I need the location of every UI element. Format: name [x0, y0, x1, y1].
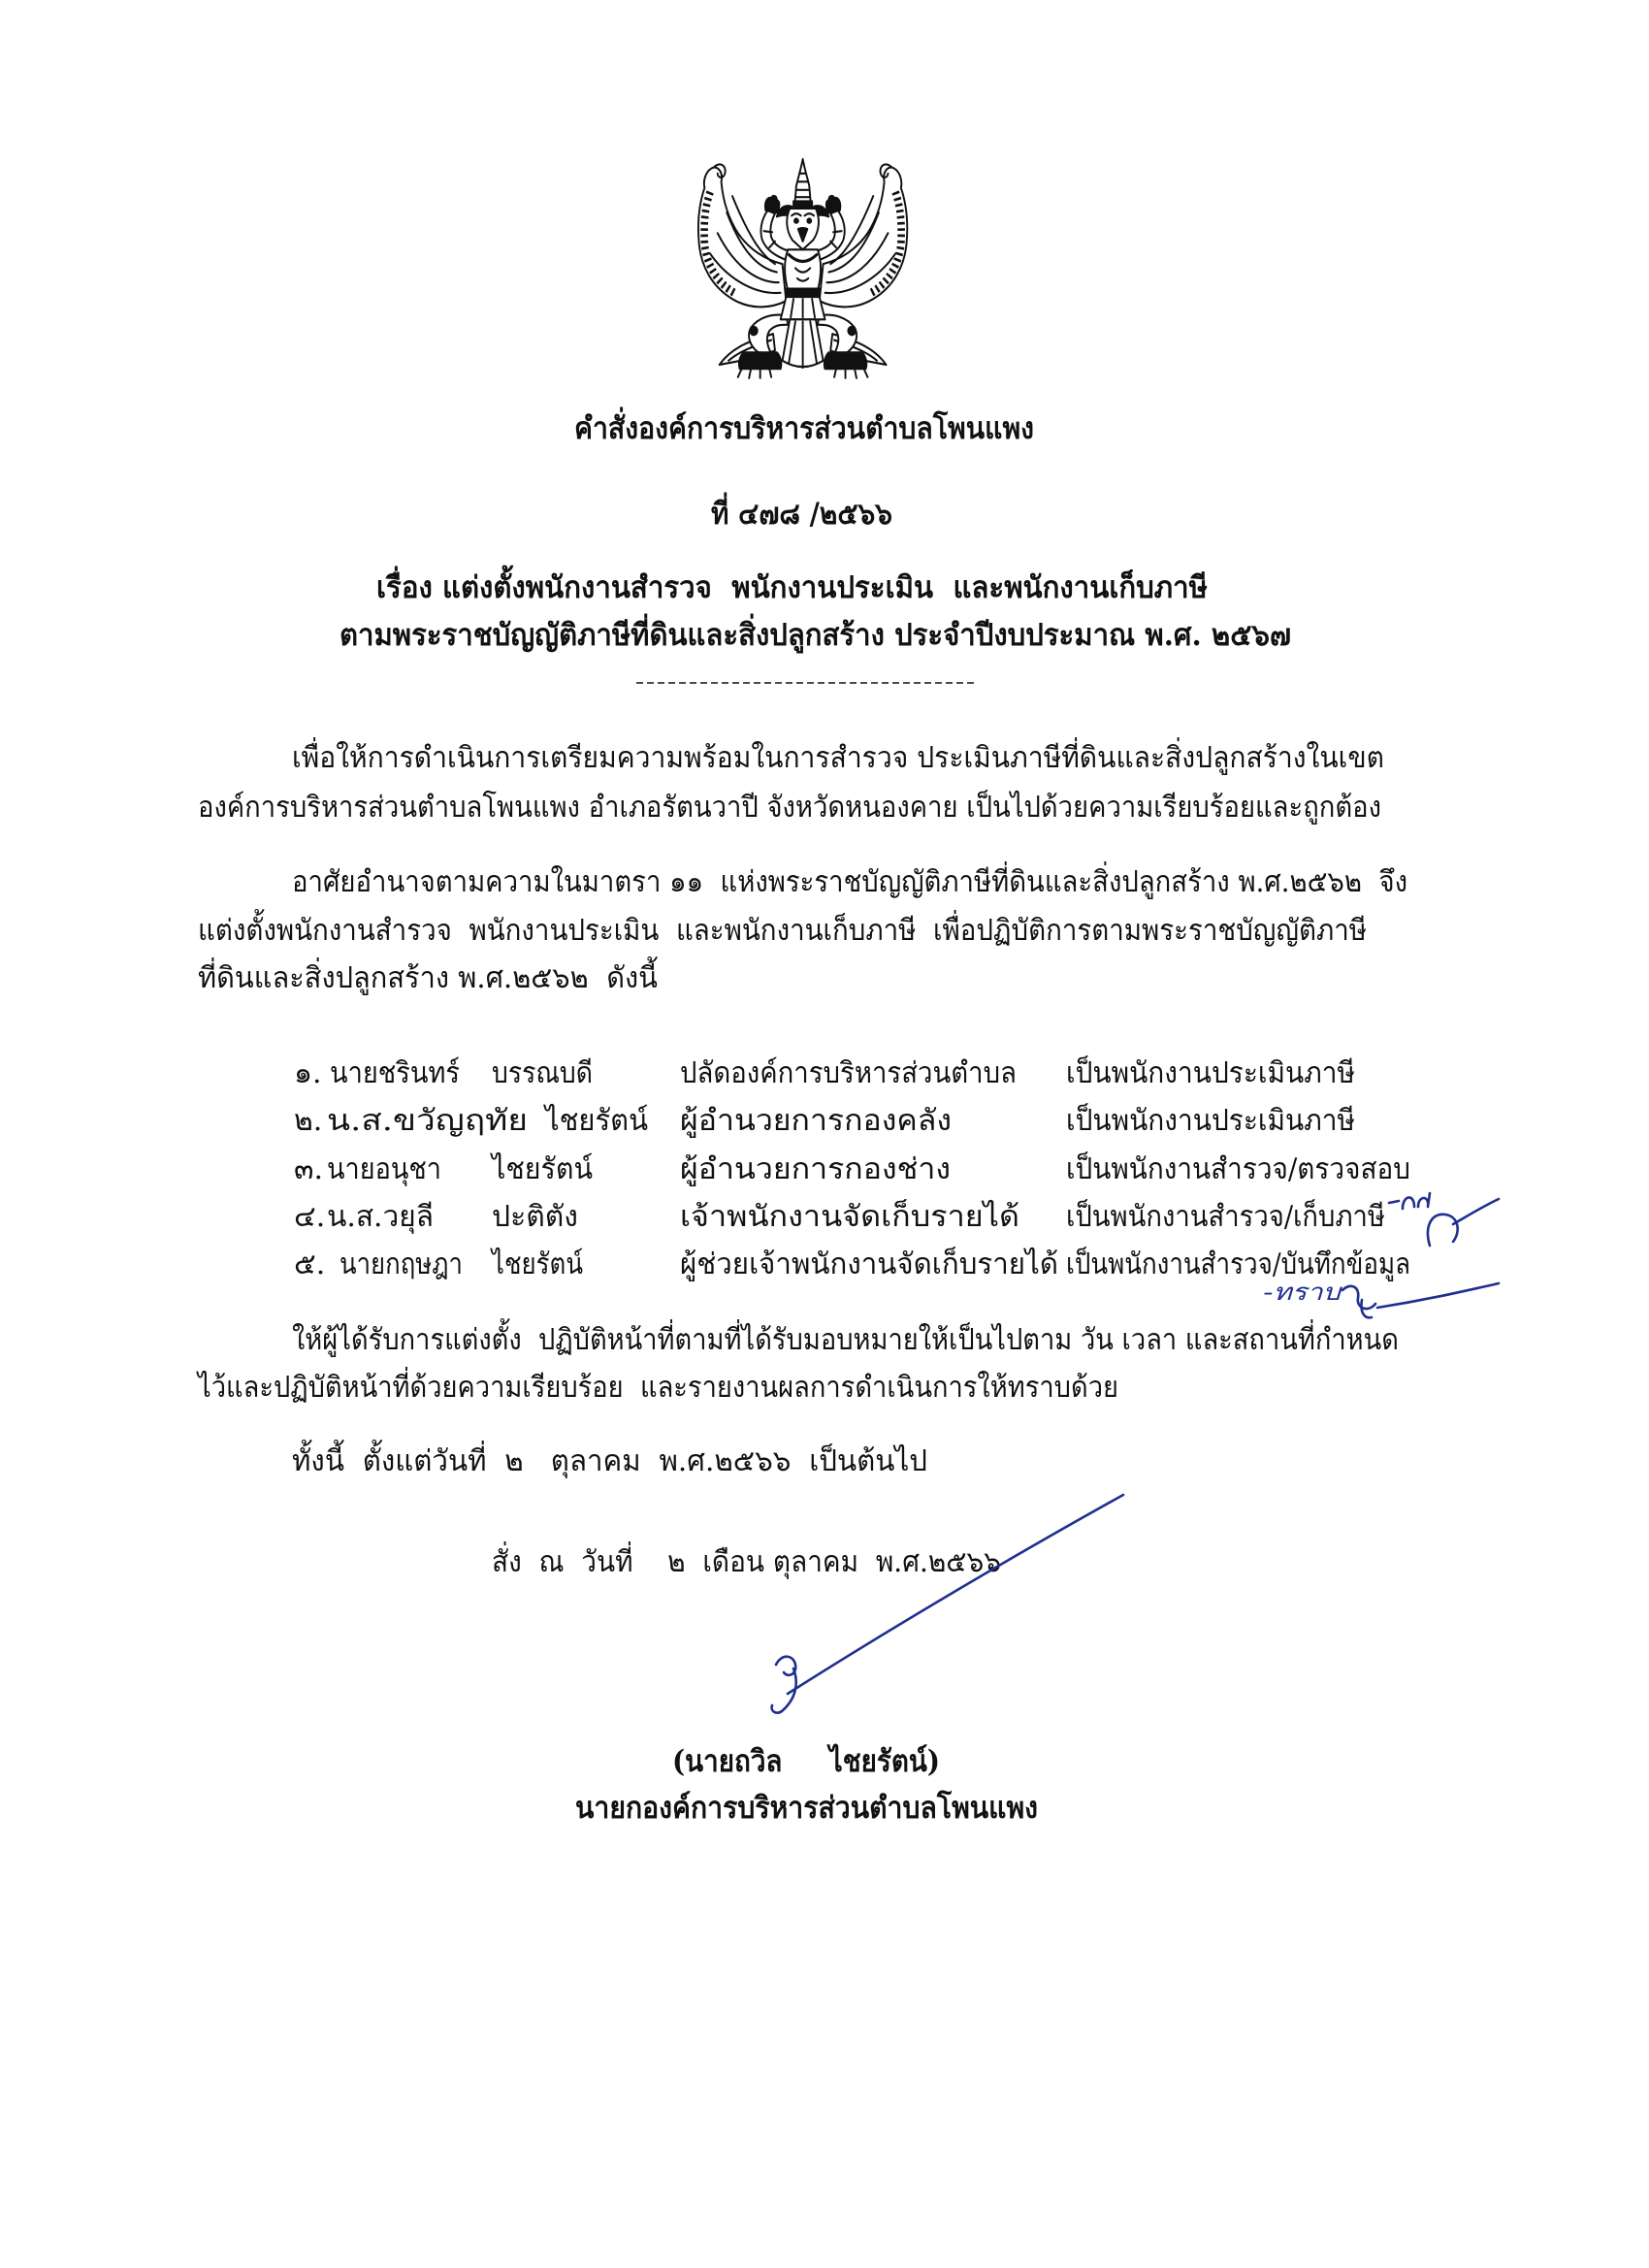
paragraph-line: ไว้และปฏิบัติหน้าที่ด้วยความเรียบร้อย และรายงานผลการดำเนินการให้ทราบด้วย — [198, 1371, 1211, 1405]
appointee-role: เป็นพนักงานสำรวจ/ตรวจสอบ — [1066, 1152, 1437, 1186]
appointee-number: ๕. — [294, 1247, 326, 1281]
signatory-position: นายกองค์การบริหารส่วนตำบลโพนแพง — [575, 1791, 1082, 1826]
appointee-number: ๔. — [294, 1200, 326, 1234]
garuda-belt — [786, 289, 819, 297]
order-number: ที่ ๔๗๘ /๒๕๖๖ — [711, 497, 913, 532]
appointee-list — [294, 1054, 1465, 1281]
paragraph-line: องค์การบริหารส่วนตำบลโพนแพง อำเภอรัตนวาปี จังหวัดหนองคาย เป็นไปด้วยความเรียบร้อยและถูกต้อง — [198, 791, 1494, 825]
appointee-name: น.ส.ขวัญฤทัย — [327, 1104, 528, 1138]
appointee-position: เจ้าพนักงานจัดเก็บรายได้ — [680, 1200, 995, 1234]
appointee-surname: ไชยรัตน์ — [492, 1247, 598, 1281]
garuda-talons — [738, 369, 771, 378]
appointee-number: ๒. — [294, 1104, 323, 1138]
garuda-knee-ornament — [750, 327, 758, 335]
appointee-row — [294, 1054, 1375, 1090]
paragraph-instruction — [196, 1318, 1510, 1405]
signatory-name: (นายถวิล ไชยรัตน์) — [672, 1744, 972, 1779]
paragraph-line: ที่ดินและสิ่งปลูกสร้าง พ.ศ.๒๕๖๒ ดังนี้ — [198, 961, 674, 995]
garuda-arm — [760, 211, 788, 260]
paragraph-line: แต่งตั้งพนักงานสำรวจ พนักงานประเมิน และพนักงานเก็บภาษี เพื่อปฏิบัติการตามพระราชบัญญัติภาษี — [198, 914, 1465, 948]
appointee-name: นายอนุชา — [327, 1152, 454, 1186]
signature — [772, 1495, 1123, 1713]
appointee-surname: ไชยรัตน์ — [492, 1152, 598, 1186]
paragraph-purpose — [198, 737, 1494, 825]
paragraph-line: อาศัยอำนาจตามความในมาตรา ๑๑ แห่งพระราชบัญญัติภาษีที่ดินและสิ่งปลูกสร้าง พ.ศ.๒๕๖๒ จึง — [292, 865, 1510, 899]
garuda-emblem-icon — [698, 159, 907, 378]
appointee-surname: บรรณบดี — [492, 1056, 593, 1090]
order-date: สั่ง ณ วันที่ ๒ เดือน ตุลาคม พ.ศ.๒๕๖๖ — [492, 1545, 1038, 1579]
appointee-name: นายชรินทร์ — [330, 1056, 460, 1090]
appointee-role: เป็นพนักงานสำรวจ/บันทึกข้อมูล — [1066, 1247, 1465, 1281]
appointee-name: น.ส.วยุลี — [327, 1200, 435, 1234]
garuda-eye-right — [806, 217, 812, 223]
appointee-row — [294, 1246, 1465, 1281]
paragraph-authority — [198, 861, 1510, 995]
paragraph-line: เพื่อให้การดำเนินการเตรียมความพร้อมในการสำรวจ ประเมินภาษีที่ดินและสิ่งปลูกสร้างในเขต — [292, 741, 1452, 775]
appointee-surname: ไชยรัตน์ — [545, 1104, 652, 1138]
garuda-wing — [698, 167, 786, 307]
handwritten-initials-row5 — [1342, 1283, 1499, 1317]
handwritten-acknowledgement: -ทราบ — [1263, 1279, 1343, 1306]
order-title: คำสั่งองค์การบริหารส่วนตำบลโพนแพง — [574, 411, 1077, 446]
appointee-name: นายกฤษฎา — [340, 1247, 463, 1281]
paragraph-line: ให้ผู้ได้รับการแต่งตั้ง ปฏิบัติหน้าที่ตามที่ได้รับมอบหมายให้เป็นไปตาม วัน เวลา และสถานที่กำหนด — [292, 1323, 1510, 1357]
garuda-crown-band — [793, 201, 812, 208]
subject-line: เรื่อง แต่งตั้งพนักงานสำรวจ พนักงานประเมิน และพนักงานเก็บภาษี — [376, 570, 1254, 605]
subject-line: ตามพระราชบัญญัติภาษีที่ดินและสิ่งปลูกสร้าง ประจำปีงบประมาณ พ.ศ. ๒๕๖๗ — [340, 618, 1347, 653]
garuda-right-half — [814, 164, 907, 377]
appointee-position: ผู้อำนวยการกองคลัง — [680, 1104, 952, 1138]
appointee-role: เป็นพนักงานสำรวจ/เก็บภาษี — [1066, 1200, 1415, 1234]
appointee-row — [294, 1150, 1437, 1187]
appointee-number: ๑. — [294, 1056, 322, 1090]
appointee-row — [294, 1198, 1415, 1235]
garuda-left-half — [698, 164, 792, 377]
garuda-foot — [739, 352, 782, 369]
appointee-number: ๓. — [294, 1152, 324, 1186]
appointee-role: เป็นพนักงานประเมินภาษี — [1066, 1056, 1375, 1090]
appointee-position: ปลัดองค์การบริหารส่วนตำบล — [680, 1056, 1017, 1090]
garuda-eye-left — [793, 217, 799, 223]
appointee-position: ผู้ช่วยเจ้าพนักงานจัดเก็บรายได้ — [680, 1247, 1066, 1281]
handwritten-initials-row4 — [1389, 1193, 1499, 1246]
appointee-row — [294, 1102, 1375, 1138]
appointee-position: ผู้อำนวยการกองช่าง — [680, 1152, 951, 1186]
appointee-role: เป็นพนักงานประเมินภาษี — [1066, 1104, 1375, 1138]
effective-date: ทั้งนี้ ตั้งแต่วันที่ ๒ ตุลาคม พ.ศ.๒๕๖๖ เป็นต้นไป — [292, 1444, 939, 1478]
garuda-hand — [765, 196, 779, 212]
appointee-surname: ปะติตัง — [492, 1200, 578, 1234]
